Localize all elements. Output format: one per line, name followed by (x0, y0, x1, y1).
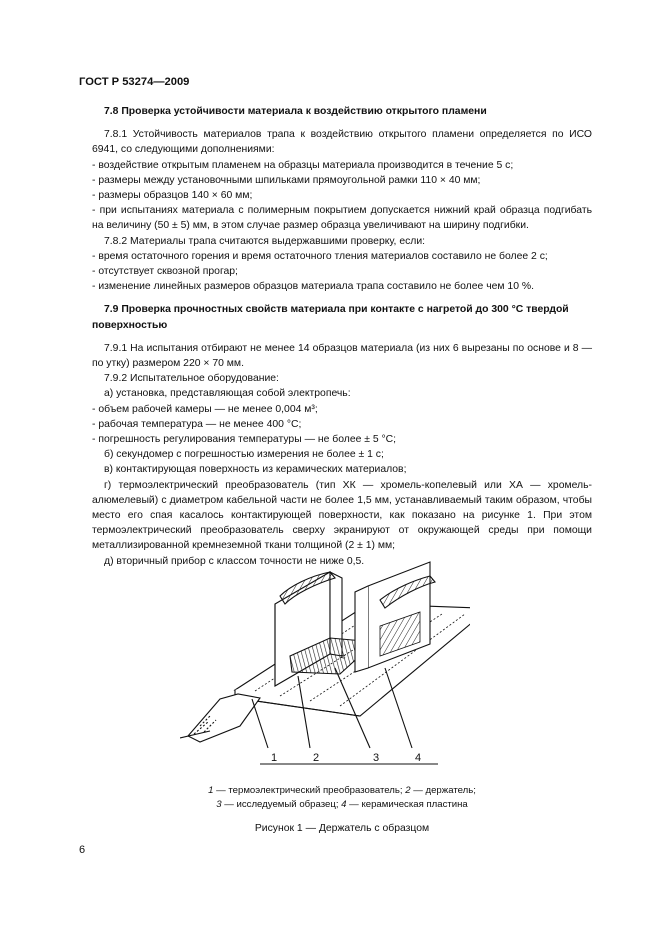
thermocouple-shape (188, 694, 260, 742)
paragraph-7-9-1: 7.9.1 На испытания отбирают не менее 14 образцов материала (из них 6 вырезаны по основе и 8 — по утку) размером 220 × 70 мм. (92, 342, 592, 370)
list-item: а) установка, представляющая собой электропечь: (104, 388, 351, 400)
legend-num: 3 (216, 799, 222, 810)
list-item: г) термоэлектрический преобразователь (тип ХК — хромель-копелевый или ХА — хромель-алюмелевый) с диаметром кабельной части не более 1,5 мм, устанавливаемый таким образом, чтобы место его спая касалось контактирующей поверхности, как показано на рисунке 1. При этом термоэлектрический преобразователь сверху экранируют от окружающей среды при помощи металлизированной кремнеземной ткани толщиной (2 ± 1) мм; (92, 479, 592, 552)
figure-label-4: 4 (415, 752, 422, 764)
legend-text: — держатель; (410, 785, 476, 796)
legend-num: 1 (208, 785, 214, 796)
paragraph-7-9-2: 7.9.2 Испытательное оборудование: (104, 373, 279, 385)
legend-text: — керамическая пластина (346, 799, 468, 810)
list-item: - при испытаниях материала с полимерным покрытием допускается нижний край образца подгибать на величину (50 ± 5) мм, в этом случае размер образца увеличивают на ширину подгибки. (92, 205, 592, 232)
legend-num: 2 (405, 785, 411, 796)
list-item: - время остаточного горения и время остаточного тления материалов составило не более 2 с; (92, 250, 548, 262)
legend-text: — термоэлектрический преобразователь; (213, 785, 406, 796)
list-item: - рабочая температура — не менее 400 °С; (92, 418, 302, 430)
list-item: в) контактирующая поверхность из керамических материалов; (104, 464, 407, 476)
list-item: - объем рабочей камеры — не менее 0,004 м³; (92, 403, 318, 415)
list-item: - размеры между установочными шпильками прямоугольной рамки 110 × 40 мм; (92, 174, 481, 186)
list-item: д) вторичный прибор с классом точности не ниже 0,5. (104, 555, 365, 567)
paragraph-7-8-2: 7.8.2 Материалы трапа считаются выдержавшими проверку, если: (104, 235, 426, 247)
list-item: - воздействие открытым пламенем на образцы материала производится в течение 5 с; (92, 159, 514, 171)
paragraph-7-8-1: 7.8.1 Устойчивость материалов трапа к воздействию открытого пламени определяется по ИСО 6941, со следующими дополнениями: (92, 129, 592, 156)
list-item: - погрешность регулирования температуры — не более ± 5 °С; (92, 434, 397, 446)
figure-label-2: 2 (313, 752, 320, 764)
figure-legend (92, 784, 592, 812)
legend-text: — исследуемый образец; (221, 799, 342, 810)
legend-num: 4 (341, 799, 347, 810)
document-header: ГОСТ Р 53274—2009 (79, 76, 190, 88)
figure-caption: Рисунок 1 — Держатель с образцом (254, 823, 430, 834)
page-number: 6 (79, 844, 86, 856)
figure-label-3: 3 (373, 752, 380, 764)
document-body (92, 104, 592, 569)
list-item: - размеры образцов 140 × 60 мм; (92, 190, 253, 202)
list-item: - изменение линейных размеров образцов материала трапа составило не более чем 10 %. (92, 281, 534, 293)
list-item: б) секундомер с погрешностью измерения не более ± 1 с; (104, 449, 384, 461)
svg-text:≈: ≈ (340, 652, 346, 663)
figure-holder-diagram (180, 556, 470, 768)
section-7-9-title: 7.9 Проверка прочностных свойств материала при контакте с нагретой до 300 °C твердой поверхностью (92, 304, 569, 331)
list-item: - отсутствует сквозной прогар; (92, 266, 238, 278)
figure-label-1: 1 (271, 752, 278, 764)
section-7-8-title: 7.8 Проверка устойчивости материала к воздействию открытого пламени (104, 106, 487, 117)
